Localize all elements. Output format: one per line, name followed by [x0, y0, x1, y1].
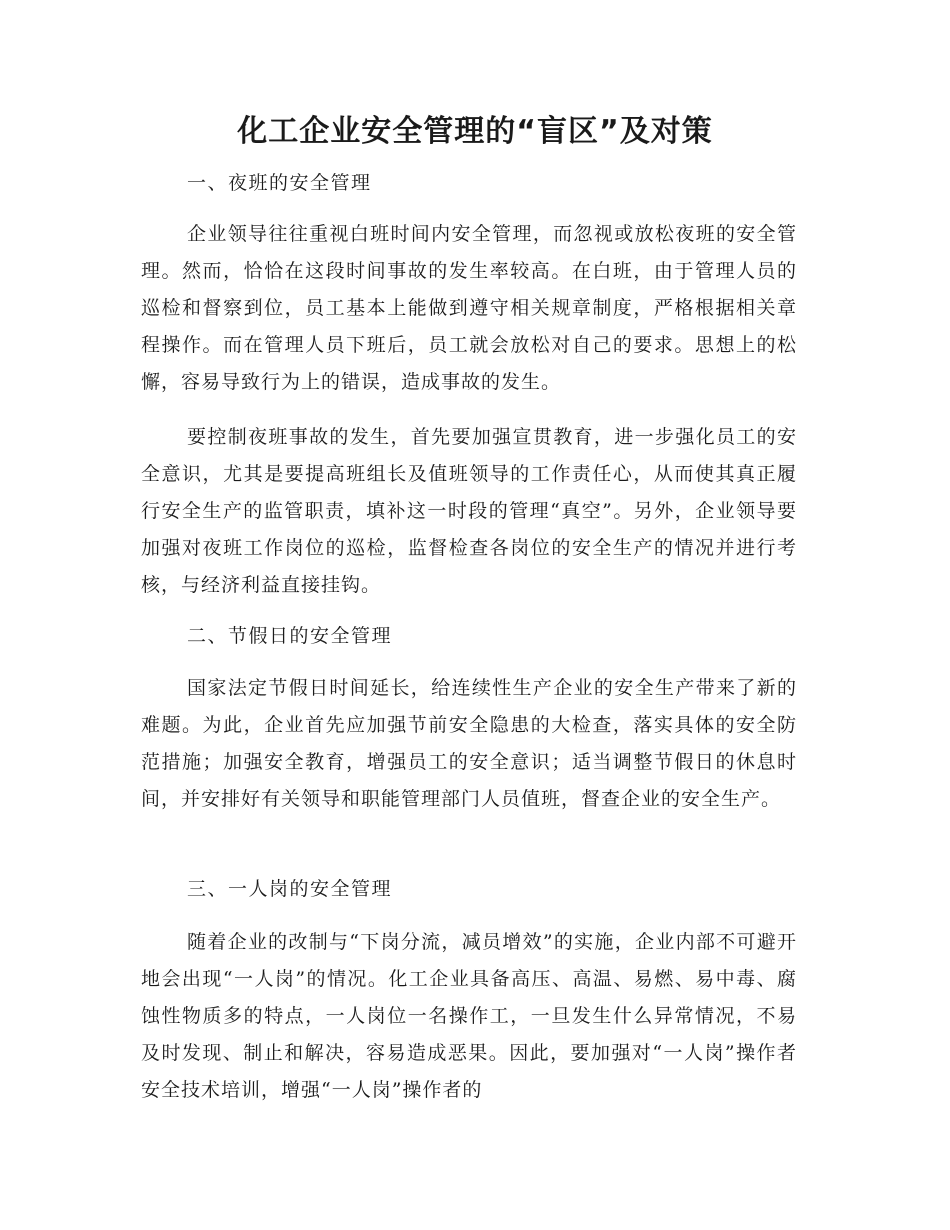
- paragraph: 随着企业的改制与“下岗分流，减员增效”的实施，企业内部不可避开地会出现“一人岗”的情况。化工企业具备高压、高温、易燃、易中毒、腐蚀性物质多的特点，一人岗位一名操作工，一旦发生什么异常情况，不易及时发现、制止和解决，容易造成恶果。因此，要加强对“一人岗”操作者安全技术培训，增强“一人岗”操作者的: [141, 931, 797, 1101]
- page-title: 化工企业安全管理的“盲区”及对策: [237, 114, 713, 149]
- section-heading-holidays: 二、节假日的安全管理: [187, 625, 393, 647]
- paragraph: 要控制夜班事故的发生，首先要加强宣贯教育，进一步强化员工的安全意识，尤其是要提高班组长及值班领导的工作责任心，从而使其真正履行安全生产的监管职责，填补这一时段的管理“真空”。另外，企业领导要加强对夜班工作岗位的巡检，监督检查各岗位的安全生产的情况并进行考核，与经济利益直接挂钩。: [141, 426, 797, 596]
- paragraph: 企业领导往往重视白班时间内安全管理，而忽视或放松夜班的安全管理。然而，恰恰在这段时间事故的发生率较高。在白班，由于管理人员的巡检和督察到位，员工基本上能做到遵守相关规章制度，严格根据相关章程操作。而在管理人员下班后，员工就会放松对自己的要求。思想上的松懈，容易导致行为上的错误，造成事故的发生。: [141, 223, 797, 393]
- section-heading-night-shift: 一、夜班的安全管理: [187, 172, 372, 194]
- section-heading-single-person-post: 三、一人岗的安全管理: [187, 878, 393, 900]
- paragraph: 国家法定节假日时间延长，给连续性生产企业的安全生产带来了新的难题。为此，企业首先应加强节前安全隐患的大检查，落实具体的安全防范措施；加强安全教育，增强员工的安全意识；适当调整节假日的休息时间，并安排好有关领导和职能管理部门人员值班，督查企业的安全生产。: [141, 677, 797, 810]
